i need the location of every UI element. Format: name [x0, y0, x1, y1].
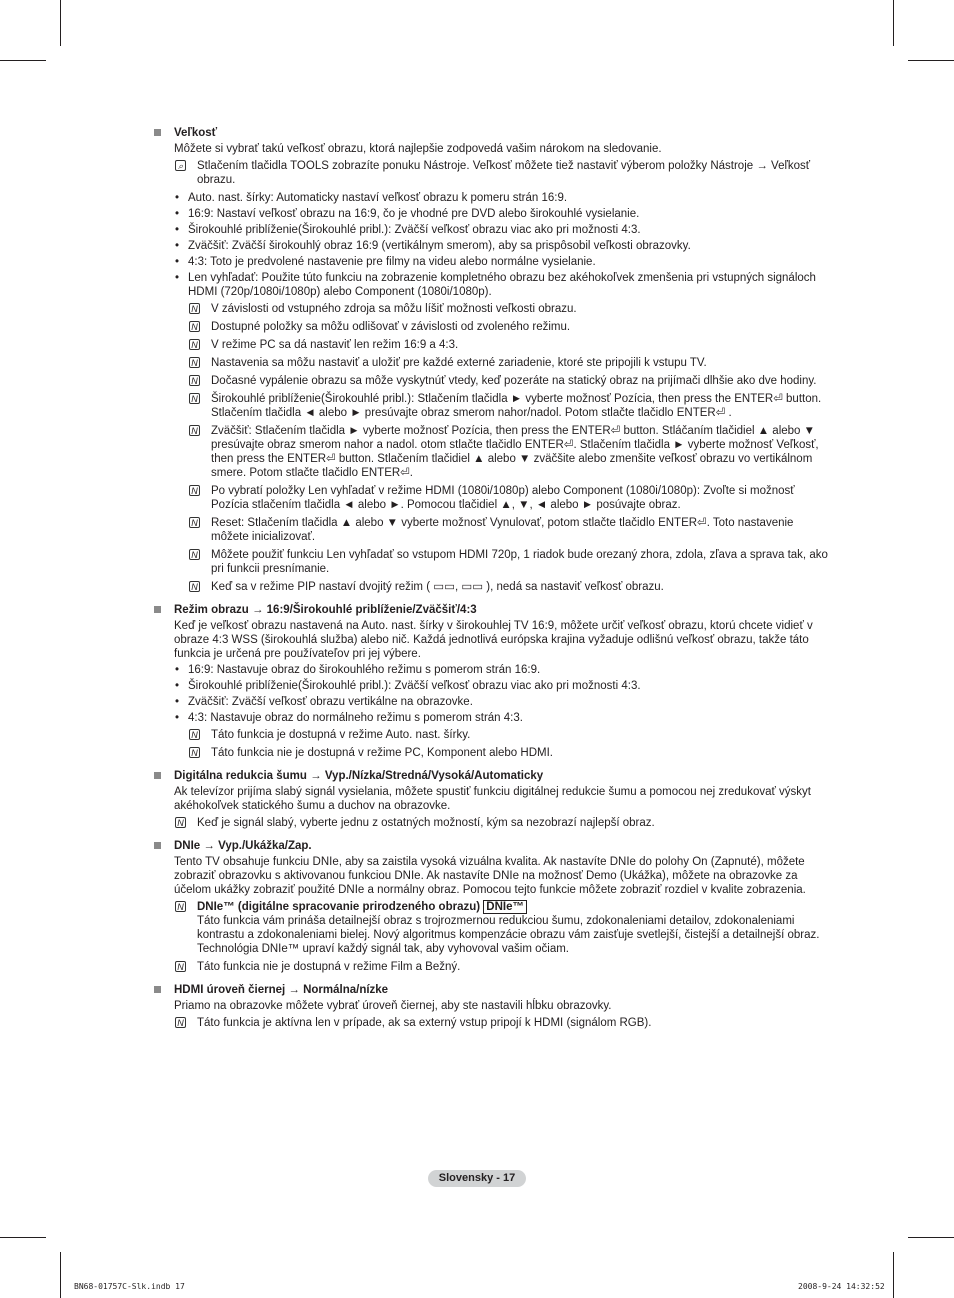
square-bullet-icon [154, 986, 161, 993]
note-icon: N [189, 485, 200, 496]
section-intro: Keď je veľkosť obrazu nastavená na Auto. nast. šírky v širokouhlej TV 16:9, môžete určiť veľkosť obrazu, ktorú chcete vidieť v obraze 4:3 WSS (širokouhlá služba) alebo nič. Každá jednotlivá európska krajina vyžaduje odlišnú veľkosť obrazu, takže táto funkcia je určená pre používateľov pri jej výbere. [174, 620, 813, 660]
list-item: • 4:3: Toto je predvolené nastavenie pre filmy na videu alebo normálne vysielanie. [175, 256, 596, 268]
section-intro: Ak televízor prijíma slabý signál vysielania, môžete spustiť funkciu digitálnej redukcie šumu a pomocou nej zredukovať výskyt akéhokoľvek statického šumu a duchov na obrazovke. [174, 786, 811, 812]
note-icon: N [189, 357, 200, 368]
square-bullet-icon [154, 772, 161, 779]
note-item: N Táto funkcia nie je dostupná v režime Film a Bežný. [174, 960, 830, 974]
section-title: Režim obrazu → 16:9/Širokouhlé priblíženie/Zväčšiť/4:3 [174, 604, 477, 616]
crop-mark [893, 1252, 894, 1298]
crop-mark [908, 60, 954, 61]
footer-date: 2008-9-24 14:32:52 [798, 1282, 885, 1291]
note-item: N Zväčšiť: Stlačením tlačidla ► vyberte možnosť Pozícia, then press the ENTER⏎ button. Stláčaním tlačidiel ▲ alebo ▼ presúvajte obraz smerom nahor a nadol. otom stlačte tlačidlo ENTER⏎. Stlačením tlačidla ► vyberte možnosť Veľkosť, then press the ENTER⏎ button. Stlačením tlačidiel ▲ alebo ▼ zväčšite alebo zmenšite veľkosť obrazu vo vertikálnom smere. Potom stlačte tlačidlo ENTER⏎. [188, 424, 830, 480]
footer-file: BN68-01757C-Slk.indb 17 [74, 1282, 185, 1291]
note-item: N V závislosti od vstupného zdroja sa môžu líšiť možnosti veľkosti obrazu. [188, 302, 830, 316]
crop-mark [60, 0, 61, 46]
section-intro: Tento TV obsahuje funkciu DNIe, aby sa zaistila vysoká vizuálna kvalita. Ak nastavíte DNIe do polohy On (Zapnuté), môžete zobraziť obrazovku s aktivovanou funkciou DNIe. Ak nastavíte DNIe na možnosť Demo (Ukážka), môžete na obrazovke za účelom ukážky zobraziť použité DNIe a normálny obraz. Pomocou tejto funkcie môžete zobraziť rozdiel v kvalite zobrazenia. [174, 856, 806, 896]
section-hdmi-black [150, 983, 830, 1030]
crop-mark [0, 60, 46, 61]
note-item: N Môžete použiť funkciu Len vyhľadať so vstupom HDMI 720p, 1 riadok bude orezaný zhora, zdola, zľava a sprava tak, ako pri funkcii presnímanie. [188, 548, 830, 576]
note-icon: N [189, 747, 200, 758]
note-item: N V režime PC sa dá nastaviť len režim 16:9 a 4:3. [188, 338, 830, 352]
square-bullet-icon [154, 606, 161, 613]
note-item: N Nastavenia sa môžu nastaviť a uložiť pre každé externé zariadenie, ktoré ste pripojili k vstupu TV. [188, 356, 830, 370]
note-icon: N [189, 339, 200, 350]
manual-content [150, 126, 830, 1039]
note-item: N Reset: Stlačením tlačidla ▲ alebo ▼ vyberte možnosť Vynulovať, potom stlačte tlačidlo ENTER⏎. Toto nastavenie môžete inicializovať. [188, 516, 830, 544]
section-dnie [150, 839, 830, 974]
list-item: • Len vyhľadať: Použite túto funkciu na zobrazenie kompletného obrazu bez akéhokoľvek zmenšenia pri vstupných signáloch HDMI (720p/1080i/1080p) alebo Component (1080i/1080p). [175, 272, 816, 298]
crop-mark [0, 1237, 46, 1238]
section-intro: Priamo na obrazovke môžete vybrať úroveň čiernej, aby ste nastavili hĺbku obrazovky. [174, 1000, 612, 1012]
section-title: DNIe → Vyp./Ukážka/Zap. [174, 840, 312, 852]
list-item: • 4:3: Nastavuje obraz do normálneho režimu s pomerom strán 4:3. [175, 712, 523, 724]
note-icon: N [189, 729, 200, 740]
list-item: • Zväčšiť: Zväčší širokouhlý obraz 16:9 (vertikálnym smerom), aby sa prispôsobil veľkosti obrazovky. [175, 240, 691, 252]
section-picture-mode [150, 603, 830, 760]
note-icon: N [189, 303, 200, 314]
note-item: N Po vybratí položky Len vyhľadať v režime HDMI (1080i/1080p) alebo Component (1080i/1080p): Zvoľte si možnosť Pozícia stlačením tlačidla ◄ alebo ►. Pomocou tlačidiel ▲, ▼, ◄ alebo ► posúvajte obraz. [188, 484, 830, 512]
section-title: Veľkosť [174, 127, 218, 139]
list-item: • 16:9: Nastaví veľkosť obrazu na 16:9, čo je vhodné pre DVD alebo širokouhlé vysielanie. [175, 208, 640, 220]
note-item: N DNIe™ (digitálne spracovanie prirodzeného obrazu) DNIe™ Táto funkcia vám prináša detailnejší obraz s trojrozmernou redukciou šumu, zdokonaleniami detailov, zdokonaleniami kontrastu a zdokonaleniami bielej. Nový algoritmus kompenzácie obrazu vám zaisťuje svetlejší, čistejší a detailnejší obraz. Technológia DNIe™ upraví každý signál tak, aby vyhovoval vašim očiam. [174, 900, 830, 956]
note-icon: N [175, 1017, 186, 1028]
list-item: • Zväčšiť: Zväčší veľkosť obrazu vertikálne na obrazovke. [175, 696, 473, 708]
note-icon: N [175, 961, 186, 972]
note-item: N Keď sa v režime PIP nastaví dvojitý režim ( ▭▭, ▭▭ ), nedá sa nastaviť veľkosť obrazu. [188, 580, 830, 594]
note-icon: N [175, 901, 186, 912]
note-item: N Dočasné vypálenie obrazu sa môže vyskytnúť vtedy, keď pozeráte na statický obraz na prijímači dlhšie ako dve hodiny. [188, 374, 830, 388]
section-title: Digitálna redukcia šumu → Vyp./Nízka/Stredná/Vysoká/Automaticky [174, 770, 544, 782]
tools-note: ⌕ Stlačením tlačidla TOOLS zobrazíte ponuku Nástroje. Veľkosť môžete tiež nastaviť výberom položky Nástroje → Veľkosť obrazu. [174, 159, 830, 187]
crop-mark [908, 1237, 954, 1238]
list-item: • Širokouhlé priblíženie(Širokouhlé pribl.): Zväčší veľkosť obrazu viac ako pri možnosti 4:3. [175, 224, 641, 236]
crop-mark [60, 1252, 61, 1298]
section-title: HDMI úroveň čiernej → Normálna/nízke [174, 984, 389, 996]
note-item: N Dostupné položky sa môžu odlišovať v závislosti od zvoleného režimu. [188, 320, 830, 334]
list-item: • Širokouhlé priblíženie(Širokouhlé pribl.): Zväčší veľkosť obrazu viac ako pri možnosti 4:3. [175, 680, 641, 692]
list-item: • 16:9: Nastavuje obraz do širokouhlého režimu s pomerom strán 16:9. [175, 664, 541, 676]
section-intro: Môžete si vybrať takú veľkosť obrazu, ktorá najlepšie zodpovedá vašim nárokom na sledovanie. [174, 143, 662, 155]
note-item: N Širokouhlé priblíženie(Širokouhlé pribl.): Stlačením tlačidla ► vyberte možnosť Pozícia, then press the ENTER⏎ button. Stlačením tlačidla ◄ alebo ► presúvajte obraz smerom nahor/nadol. Potom stlačte tlačidlo ENTER⏎ . [188, 392, 830, 420]
section-size [150, 126, 830, 594]
note-item: N Táto funkcia je dostupná v režime Auto. nast. šírky. [188, 728, 830, 742]
note-icon: N [189, 425, 200, 436]
note-icon: N [189, 517, 200, 528]
page-number-badge: Slovensky - 17 [428, 1170, 526, 1187]
square-bullet-icon [154, 129, 161, 136]
dnie-badge: DNIe™ [483, 900, 527, 914]
note-icon: N [189, 375, 200, 386]
note-item: N Keď je signál slabý, vyberte jednu z ostatných možností, kým sa nezobrazí najlepší obraz. [174, 816, 830, 830]
note-icon: N [189, 393, 200, 404]
square-bullet-icon [154, 842, 161, 849]
note-icon: N [189, 581, 200, 592]
note-icon: N [189, 549, 200, 560]
list-item: • Auto. nast. šírky: Automaticky nastaví veľkosť obrazu k pomeru strán 16:9. [175, 192, 568, 204]
note-item: N Táto funkcia je aktívna len v prípade, ak sa externý vstup pripojí k HDMI (signálom RGB). [174, 1016, 830, 1030]
crop-mark [893, 0, 894, 46]
section-noise-reduction [150, 769, 830, 830]
tools-icon: ⌕ [175, 160, 186, 171]
note-item: N Táto funkcia nie je dostupná v režime PC, Komponent alebo HDMI. [188, 746, 830, 760]
note-icon: N [175, 817, 186, 828]
note-icon: N [189, 321, 200, 332]
